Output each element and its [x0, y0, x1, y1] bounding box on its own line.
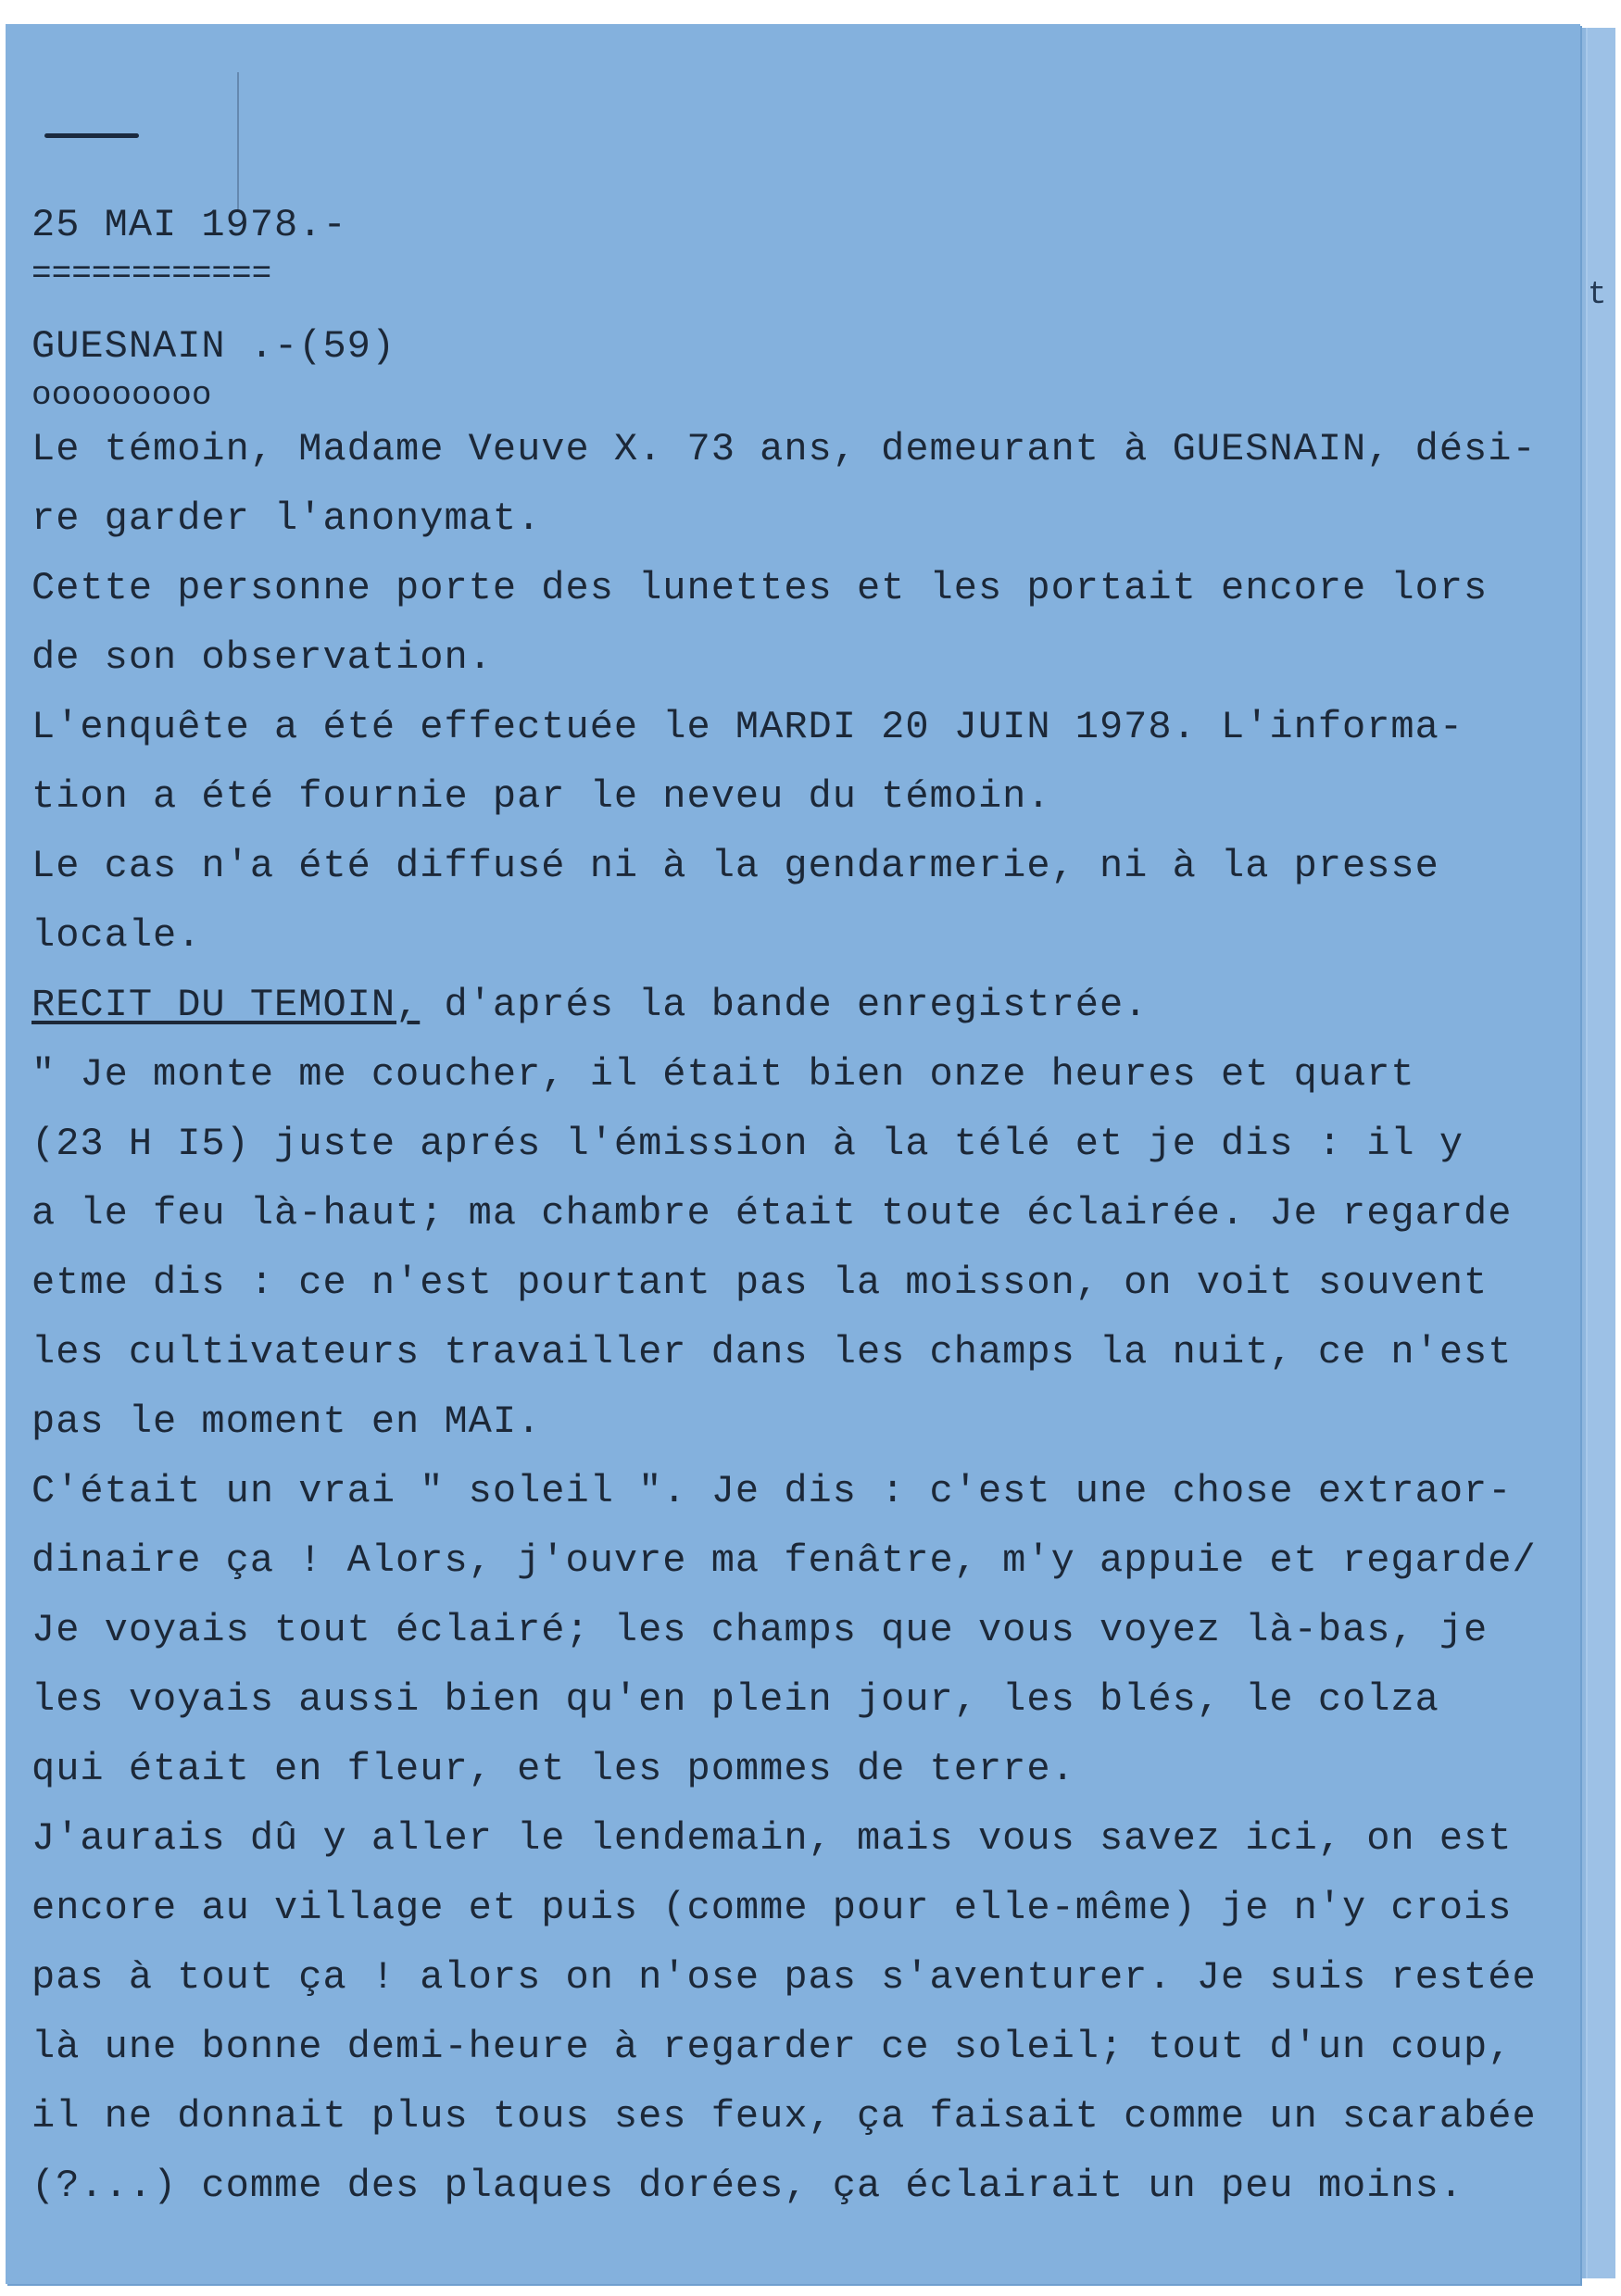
recit-line: dinaire ça ! Alors, j'ouvre ma fenâtre, m'y appuie et regarde/	[31, 1538, 1537, 1583]
recit-line: encore au village et puis (comme pour elle-même) je n'y crois	[31, 1886, 1513, 1930]
recit-line: pas à tout ça ! alors on n'ose pas s'aventurer. Je suis restée	[31, 1955, 1537, 2000]
place-heading: GUESNAIN .-(59)	[31, 324, 396, 369]
recit-line: les voyais aussi bien qu'en plein jour, les blés, le colza	[31, 1677, 1439, 1722]
recit-line: J'aurais dû y aller le lendemain, mais vous savez ici, on est	[31, 1816, 1513, 1861]
date-rule: ============	[31, 255, 272, 293]
paragraph-line: L'enquête a été effectuée le MARDI 20 JUIN 1978. L'informa-	[31, 705, 1464, 749]
recit-line: C'était un vrai " soleil ". Je dis : c'est une chose extraor-	[31, 1469, 1513, 1513]
recit-line: a le feu là-haut; ma chambre était toute éclairée. Je regarde	[31, 1191, 1513, 1236]
recit-line: etme dis : ce n'est pourtant pas la moisson, on voit souvent	[31, 1261, 1489, 1305]
recit-line: qui était en fleur, et les pommes de terre.	[31, 1747, 1075, 1791]
underlying-sheet-edge-2	[1586, 28, 1615, 2278]
recit-subtitle: d'aprés la bande enregistrée.	[420, 983, 1149, 1027]
blue-typewritten-sheet	[6, 24, 1580, 2284]
paragraph-line: de son observation.	[31, 635, 493, 680]
recit-line: (23 H I5) juste aprés l'émission à la télé et je dis : il y	[31, 1122, 1464, 1166]
paragraph-line: Le témoin, Madame Veuve X. 73 ans, demeurant à GUESNAIN, dési-	[31, 427, 1537, 471]
edge-letter: t	[1588, 278, 1607, 313]
recit-line: (?...) comme des plaques dorées, ça éclairait un peu moins.	[31, 2164, 1464, 2208]
date-heading: 25 MAI 1978.-	[31, 203, 347, 247]
paragraph-line: Cette personne porte des lunettes et les portait encore lors	[31, 566, 1489, 610]
recit-line: il ne donnait plus tous ses feux, ça faisait comme un scarabée	[31, 2094, 1537, 2139]
paragraph-line: Le cas n'a été diffusé ni à la gendarmerie, ni à la presse	[31, 844, 1439, 888]
typewritten-text	[31, 191, 1560, 2221]
paragraph-line: locale.	[31, 913, 202, 958]
paragraph-line: re garder l'anonymat.	[31, 496, 542, 541]
recit-line: pas le moment en MAI.	[31, 1399, 542, 1444]
place-rule: ooooooooo	[31, 376, 212, 414]
recit-title: RECIT DU TEMOIN,	[31, 983, 421, 1027]
recit-heading-line	[31, 971, 1560, 1040]
recit-line: " Je monte me coucher, il était bien onze heures et quart	[31, 1052, 1415, 1097]
recit-line: là une bonne demi-heure à regarder ce soleil; tout d'un coup,	[31, 2025, 1513, 2069]
recit-line: Je voyais tout éclairé; les champs que vous voyez là-bas, je	[31, 1608, 1489, 1652]
recit-line: les cultivateurs travailler dans les champs la nuit, ce n'est	[31, 1330, 1513, 1374]
ink-dash-mark	[44, 133, 139, 138]
paragraph-line: tion a été fournie par le neveu du témoin.	[31, 774, 1051, 819]
